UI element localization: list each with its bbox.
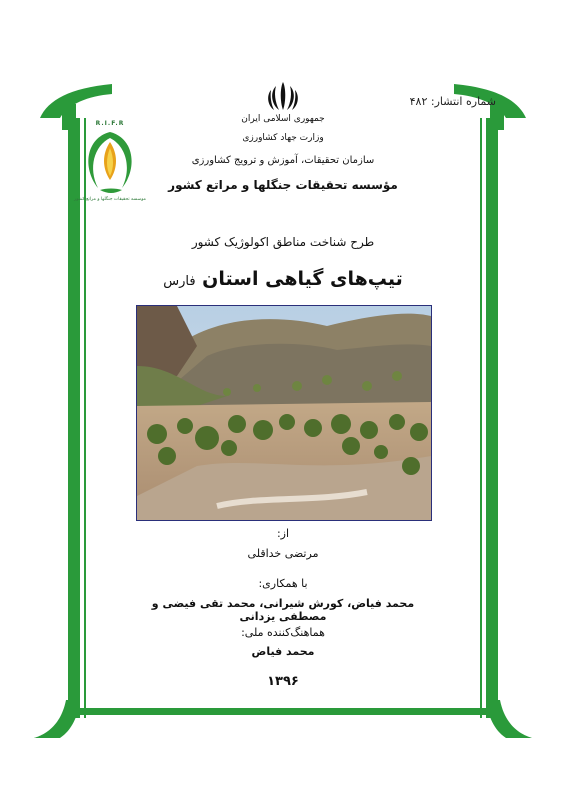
landscape-photo — [136, 305, 432, 521]
institute-logo — [74, 118, 146, 208]
publication-year: ۱۳۹۶ — [267, 674, 299, 689]
title-main: تیپ‌های گیاهی استان — [202, 268, 403, 290]
coordinator-name: محمد فیاض — [251, 645, 315, 658]
project-title: طرح شناخت مناطق اکولوژیک کشور — [191, 235, 375, 249]
logo-caption: موسسه تحقیقات جنگلها و مراتع کشور — [74, 197, 146, 202]
header-line-republic: جمهوری اسلامی ایران — [241, 114, 325, 124]
publication-number: شماره انتشار: ۴۸۲ — [409, 95, 496, 108]
collaborators-label: با همکاری: — [258, 577, 308, 590]
landscape-photo-illustration — [137, 306, 431, 520]
header-line-ministry: وزارت جهاد کشاورزی — [242, 133, 324, 143]
by-label: از: — [276, 527, 290, 540]
document-title — [140, 268, 426, 290]
collaborators-names: محمد فیاض، کورش شیرانی، محمد تقی فیضی و مصطفی یزدانی — [151, 597, 415, 623]
logo-acronym: R.I.F.R — [95, 120, 125, 127]
coordinator-label: هماهنگ‌کننده ملی: — [241, 626, 325, 639]
author-name: مرتضی خداقلی — [247, 547, 319, 560]
header-line-institute: مؤسسه تحقیقات جنگلها و مراتع کشور — [168, 178, 398, 192]
leaf-emblem-icon — [80, 128, 140, 196]
header-line-organization: سازمان تحقیقات، آموزش و ترویج کشاورزی — [191, 155, 375, 166]
title-province: فارس — [163, 274, 196, 289]
iran-emblem-icon — [265, 80, 301, 114]
